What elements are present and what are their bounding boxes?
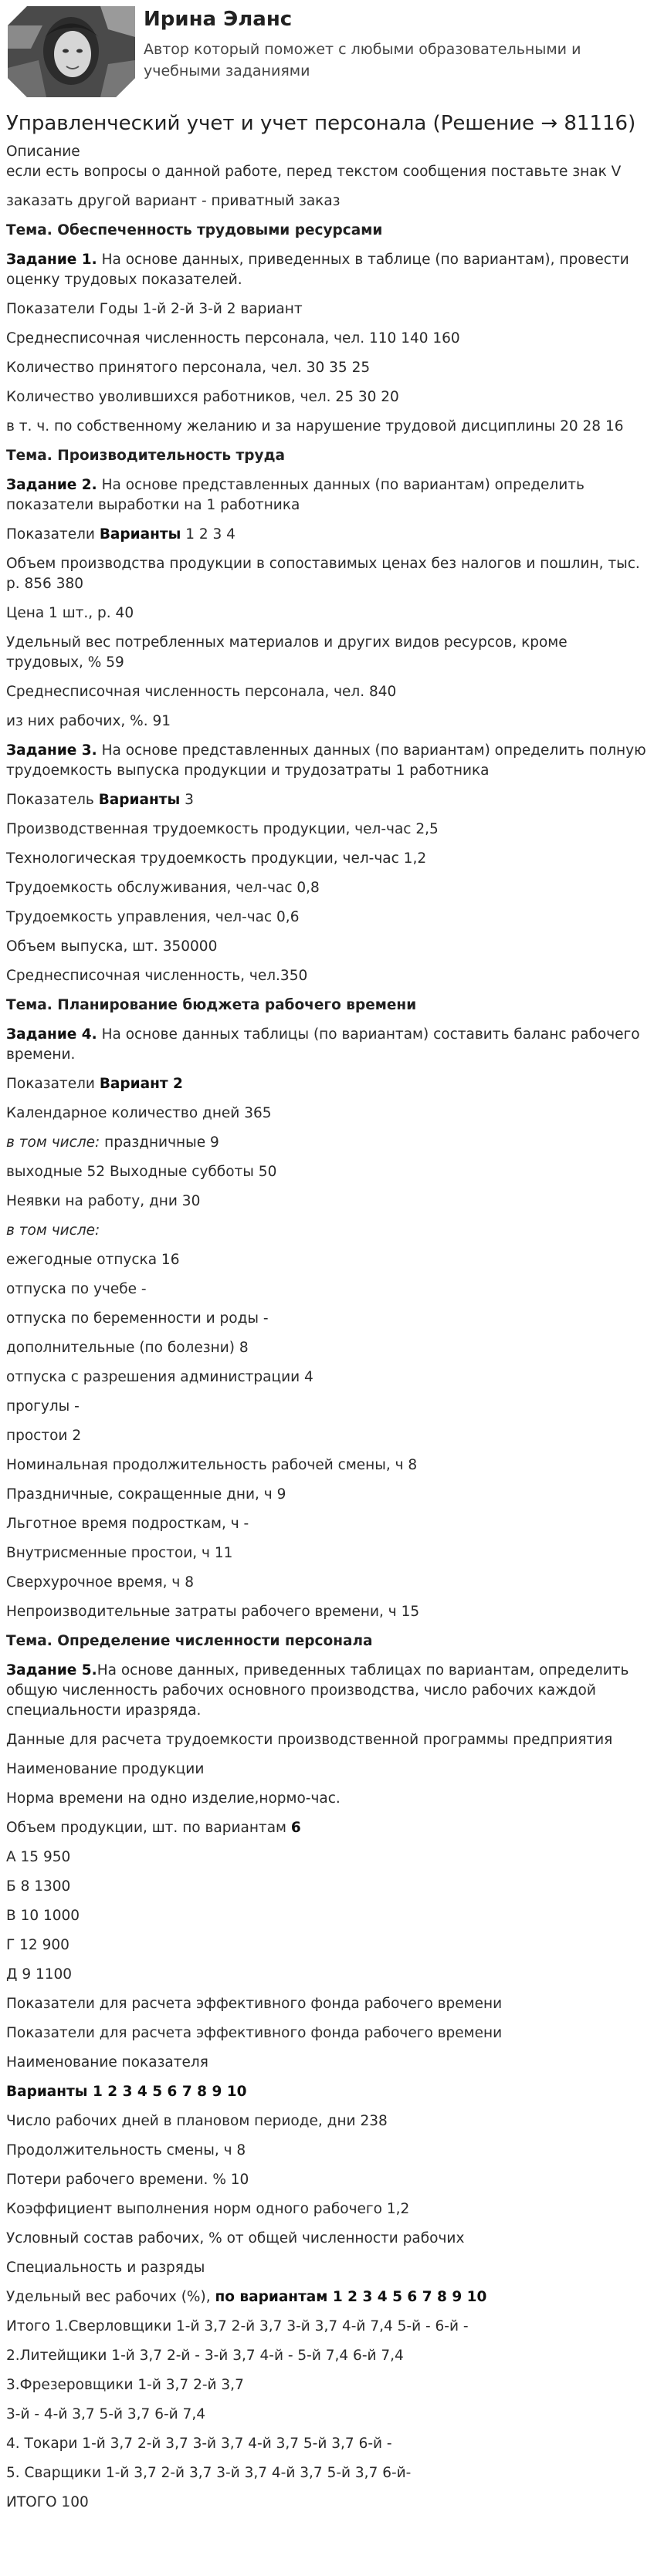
- paragraph-text: Непроизводительные затраты рабочего времени, ч 15: [6, 1604, 420, 1620]
- paragraph-text: простои 2: [6, 1428, 82, 1444]
- bold-label: Варианты 1 2 3 4 5 6 7 8 9 10: [6, 2084, 247, 2100]
- content-paragraph: [6, 1309, 647, 1329]
- paragraph-text: 2.Литейщики 1-й 3,7 2-й - 3-й 3,7 4-й - 5-й 7,4 6-й 7,4: [6, 2348, 404, 2364]
- content-paragraph: [6, 966, 647, 986]
- content-paragraph: [6, 358, 647, 378]
- bold-label: Задание 4.: [6, 1026, 97, 1043]
- content-paragraph: [6, 299, 647, 319]
- content-paragraph: [6, 741, 647, 781]
- paragraph-text: Количество принятого персонала, чел. 30 35 25: [6, 360, 371, 376]
- content-paragraph: [6, 712, 647, 732]
- content-paragraph: [6, 2199, 647, 2219]
- content-paragraph: [6, 1221, 647, 1241]
- description-label: Описание: [6, 144, 80, 160]
- paragraph-text: Объем продукции, шт. по вариантам: [6, 1820, 291, 1836]
- content-paragraph: [6, 2170, 647, 2190]
- paragraph-text-tail: 3: [180, 792, 194, 808]
- paragraph-text: 5. Сварщики 1-й 3,7 2-й 3,7 3-й 3,7 4-й 3,7 5-й 3,7 6-й-: [6, 2465, 412, 2481]
- content-paragraph: [6, 1514, 647, 1534]
- content-paragraph: [6, 1338, 647, 1358]
- section-heading-text: Тема. Планирование бюджета рабочего времени: [6, 997, 417, 1013]
- task-blocks: [6, 221, 647, 2513]
- content-paragraph: [6, 1426, 647, 1446]
- content-paragraph: [6, 1847, 647, 1868]
- content-paragraph: [6, 1192, 647, 1212]
- paragraph-text: Коэффициент выполнения норм одного рабочего 1,2: [6, 2201, 410, 2217]
- paragraph-text: Производственная трудоемкость продукции, чел-час 2,5: [6, 821, 439, 837]
- content-paragraph: [6, 1133, 647, 1153]
- paragraph-text: Трудоемкость обслуживания, чел-час 0,8: [6, 880, 320, 896]
- content-paragraph: [6, 2287, 647, 2307]
- content-paragraph: [6, 1250, 647, 1270]
- section-heading-text: Тема. Производительность труда: [6, 448, 285, 464]
- content-paragraph: [6, 682, 647, 702]
- paragraph-text: Д 9 1100: [6, 1966, 73, 1983]
- paragraph-text: Трудоемкость управления, чел-час 0,6: [6, 909, 300, 925]
- bold-text: 6: [290, 1820, 301, 1836]
- content-paragraph: [6, 475, 647, 516]
- paragraph-text: Удельный вес рабочих (%),: [6, 2289, 215, 2305]
- paragraph-text: Льготное время подросткам, ч -: [6, 1516, 249, 1532]
- paragraph-text: На основе представленных данных (по вариантам) определить полную трудоемкость выпуска продукции и трудозатраты 1 работника: [6, 742, 646, 779]
- author-description: Автор который поможет с любыми образовательными и учебными заданиями: [144, 41, 581, 79]
- content-paragraph: [6, 2346, 647, 2366]
- content-paragraph: [6, 603, 647, 624]
- author-name[interactable]: Ирина Эланс: [144, 8, 293, 31]
- content-paragraph: [6, 329, 647, 349]
- paragraph-text: Показатели Годы 1-й 2-й 3-й 2 вариант: [6, 301, 303, 317]
- paragraph-text: Неявки на работу, дни 30: [6, 1193, 201, 1209]
- content-paragraph: [6, 790, 647, 810]
- content-paragraph: [6, 1543, 647, 1564]
- content-paragraph: [6, 633, 647, 673]
- paragraph-text: ежегодные отпуска 16: [6, 1252, 180, 1268]
- paragraph-text: Показатели для расчета эффективного фонда рабочего времени: [6, 2025, 503, 2041]
- paragraph-text: На основе представленных данных (по вариантам) определить показатели выработки на 1 работника: [6, 477, 585, 513]
- paragraph-text: Сверхурочное время, ч 8: [6, 1574, 194, 1591]
- paragraph-text: Праздничные, сокращенные дни, ч 9: [6, 1486, 286, 1503]
- content-paragraph: [6, 2434, 647, 2454]
- paragraph-text: Условный состав рабочих, % от общей численности рабочих: [6, 2230, 465, 2246]
- content-paragraph: [6, 1877, 647, 1897]
- paragraph-text: Внутрисменные простои, ч 11: [6, 1545, 233, 1561]
- content-paragraph: [6, 2405, 647, 2425]
- paragraph-text: Показатели для расчета эффективного фонда рабочего времени: [6, 1996, 503, 2012]
- paragraph-text: Г 12 900: [6, 1937, 69, 1953]
- content-paragraph: [6, 2111, 647, 2131]
- content-paragraph: [6, 1104, 647, 1124]
- paragraph-text: Среднесписочная численность персонала, чел. 840: [6, 684, 397, 700]
- paragraph-text: Наименование продукции: [6, 1761, 205, 1777]
- section-heading: [6, 996, 647, 1016]
- work-content: [6, 111, 647, 2522]
- paragraph-text: Объем выпуска, шт. 350000: [6, 938, 218, 955]
- content-paragraph: [6, 1602, 647, 1622]
- paragraph-text: Технологическая трудоемкость продукции, чел-час 1,2: [6, 850, 427, 867]
- content-paragraph: [6, 1455, 647, 1476]
- paragraph-text: Удельный вес потребленных материалов и других видов ресурсов, кроме трудовых, % 59: [6, 634, 568, 671]
- paragraph-text: Объем производства продукции в сопоставимых ценах без налогов и пошлин, тыс. р. 856 380: [6, 556, 640, 592]
- italic-label: в том числе:: [6, 1222, 100, 1239]
- content-paragraph: [6, 1906, 647, 1926]
- paragraph-text: отпуска по учебе -: [6, 1281, 147, 1297]
- content-paragraph: [6, 1661, 647, 1721]
- bold-label: Задание 1.: [6, 252, 97, 268]
- paragraph-text: Специальность и разряды: [6, 2260, 205, 2276]
- content-paragraph: [6, 1485, 647, 1505]
- paragraph-text: Показатель: [6, 792, 99, 808]
- content-paragraph: [6, 1760, 647, 1780]
- content-paragraph: [6, 2493, 647, 2513]
- content-paragraph: [6, 1994, 647, 2014]
- paragraph-text: Цена 1 шт., р. 40: [6, 605, 134, 621]
- content-paragraph: [6, 2141, 647, 2161]
- content-paragraph: [6, 2023, 647, 2044]
- content-paragraph: [6, 1573, 647, 1593]
- content-paragraph: [6, 1162, 647, 1182]
- intro-line-1: если есть вопросы о данной работе, перед текстом сообщения поставьте знак V: [6, 164, 622, 180]
- paragraph-text: 4. Токари 1-й 3,7 2-й 3,7 3-й 3,7 4-й 3,7 5-й 3,7 6-й -: [6, 2436, 392, 2452]
- italic-label: в том числе:: [6, 1134, 100, 1151]
- bold-text: Вариант 2: [99, 1076, 183, 1092]
- paragraph-text: Количество уволившихся работников, чел. 25 30 20: [6, 389, 399, 405]
- bold-text: Варианты: [99, 526, 181, 543]
- paragraph-text: В 10 1000: [6, 1908, 80, 1924]
- bold-label: Задание 5.: [6, 1662, 97, 1678]
- content-paragraph: [6, 1730, 647, 1750]
- paragraph-text: из них рабочих, %. 91: [6, 713, 171, 729]
- paragraph-text: На основе данных, приведенных таблицах по вариантам, определить общую численность рабочих основного производства, число рабочих каждой специальности иразряда.: [6, 1662, 629, 1719]
- paragraph-text: Норма времени на одно изделие,нормо-час.: [6, 1790, 341, 1807]
- section-heading-text: Тема. Определение численности персонала: [6, 1633, 373, 1649]
- paragraph-text: ИТОГО 100: [6, 2494, 89, 2510]
- paragraph-text: Данные для расчета трудоемкости производственной программы предприятия: [6, 1732, 613, 1748]
- paragraph-text: Итого 1.Сверловщики 1-й 3,7 2-й 3,7 3-й 3,7 4-й 7,4 5-й - 6-й -: [6, 2318, 469, 2334]
- content-paragraph: [6, 849, 647, 869]
- paragraph-text: На основе данных таблицы (по вариантам) составить баланс рабочего времени.: [6, 1026, 640, 1063]
- paragraph-text: отпуска с разрешения администрации 4: [6, 1369, 313, 1385]
- section-heading: [6, 446, 647, 466]
- paragraph-text: На основе данных, приведенных в таблице (по вариантам), провести оценку трудовых показателей.: [6, 252, 629, 288]
- content-paragraph: [6, 1280, 647, 1300]
- paragraph-text: дополнительные (по болезни) 8: [6, 1340, 249, 1356]
- content-paragraph: [6, 250, 647, 290]
- content-paragraph: [6, 554, 647, 594]
- bold-text: Варианты: [98, 792, 181, 808]
- paragraph-text: Календарное количество дней 365: [6, 1105, 272, 1121]
- paragraph-text: прогулы -: [6, 1398, 80, 1415]
- paragraph-text: Наименование показателя: [6, 2054, 208, 2071]
- bold-label: Задание 3.: [6, 742, 97, 759]
- content-paragraph: [6, 937, 647, 957]
- paragraph-text: Среднесписочная численность персонала, чел. 110 140 160: [6, 330, 460, 347]
- content-paragraph: [6, 1935, 647, 1956]
- content-paragraph: [6, 1965, 647, 1985]
- author-avatar[interactable]: [8, 6, 135, 97]
- content-paragraph: [6, 1789, 647, 1809]
- paragraph-text: Номинальная продолжительность рабочей смены, ч 8: [6, 1457, 418, 1473]
- page-title: Управленческий учет и учет персонала (Решение → 81116): [6, 112, 636, 135]
- paragraph-text: Показатели: [6, 526, 100, 543]
- paragraph-text: Среднесписочная численность, чел.350: [6, 968, 308, 984]
- paragraph-text: 3.Фрезеровщики 1-й 3,7 2-й 3,7: [6, 2377, 244, 2393]
- content-paragraph: [6, 1818, 647, 1838]
- section-heading: [6, 1631, 647, 1651]
- paragraph-text: Показатели: [6, 1076, 100, 1092]
- content-paragraph: [6, 908, 647, 928]
- content-paragraph: [6, 2053, 647, 2073]
- paragraph-text: выходные 52 Выходные субботы 50: [6, 1164, 277, 1180]
- paragraph-text: отпуска по беременности и роды -: [6, 1310, 269, 1327]
- paragraph-text: Б 8 1300: [6, 1878, 71, 1895]
- paragraph-text: А 15 950: [6, 1849, 71, 1865]
- paragraph-text: праздничные 9: [100, 1134, 219, 1151]
- content-paragraph: [6, 2463, 647, 2483]
- content-paragraph: [6, 2229, 647, 2249]
- content-paragraph: [6, 1025, 647, 1065]
- paragraph-text-tail: 1 2 3 4: [181, 526, 236, 543]
- content-paragraph: [6, 1074, 647, 1094]
- content-paragraph: [6, 820, 647, 840]
- author-header: [0, 0, 654, 108]
- bold-label: Задание 2.: [6, 477, 97, 493]
- section-heading-text: Тема. Обеспеченность трудовыми ресурсами: [6, 222, 383, 238]
- content-paragraph: [6, 387, 647, 407]
- paragraph-text: 3-й - 4-й 3,7 5-й 3,7 6-й 7,4: [6, 2406, 205, 2422]
- content-paragraph: [6, 2258, 647, 2278]
- paragraph-text: Число рабочих дней в плановом периоде, дни 238: [6, 2113, 388, 2129]
- content-paragraph: [6, 525, 647, 545]
- section-heading: [6, 221, 647, 241]
- order-link[interactable]: заказать другой вариант - приватный заказ: [6, 193, 341, 209]
- content-paragraph: [6, 2082, 647, 2102]
- content-paragraph: [6, 878, 647, 898]
- content-paragraph: [6, 1397, 647, 1417]
- paragraph-text: Потери рабочего времени. % 10: [6, 2172, 249, 2188]
- paragraph-text: в т. ч. по собственному желанию и за нарушение трудовой дисциплины 20 28 16: [6, 418, 624, 434]
- content-paragraph: [6, 2317, 647, 2337]
- bold-text: по вариантам 1 2 3 4 5 6 7 8 9 10: [215, 2289, 487, 2305]
- content-paragraph: [6, 2375, 647, 2395]
- content-paragraph: [6, 417, 647, 437]
- content-paragraph: [6, 1367, 647, 1388]
- paragraph-text: Продолжительность смены, ч 8: [6, 2142, 246, 2158]
